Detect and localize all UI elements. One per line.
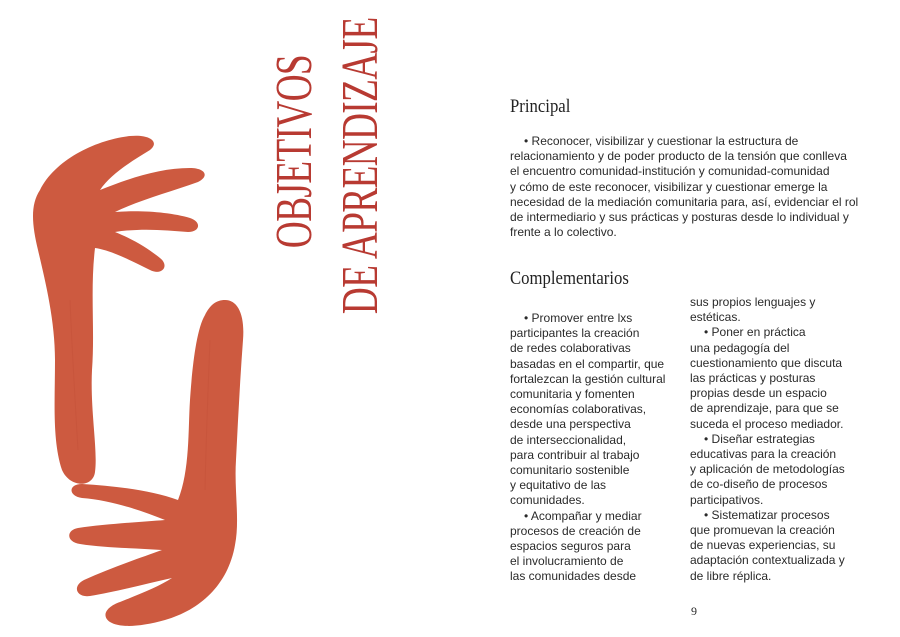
column-line: que promuevan la creación — [690, 523, 835, 538]
column-line: educativas para la creación — [690, 447, 837, 462]
complementarios-left-column — [510, 311, 675, 585]
column-line: • Diseñar estrategias — [704, 431, 815, 446]
column-line: comunitario sostenible — [510, 463, 630, 478]
column-line: de aprendizaje, para que se — [690, 401, 839, 416]
column-line: para contribuir al trabajo — [510, 447, 640, 462]
column-line: comunitaria y fomenten — [510, 387, 635, 402]
principal-line: el encuentro comunidad-institución y comunidad-comunidad — [510, 164, 830, 179]
column-line: y aplicación de metodologías — [690, 462, 845, 477]
column-line: estéticas. — [690, 310, 741, 325]
column-line: el involucramiento de — [510, 554, 624, 569]
column-line: las comunidades desde — [510, 569, 637, 584]
column-line: adaptación contextualizada y — [690, 553, 845, 568]
principal-line: de intermediario y sus prácticas y posturas desde lo individual y — [510, 210, 849, 225]
vertical-title — [262, 17, 402, 415]
principal-line: necesidad de la mediación comunitaria para, así, evidenciar el rol — [510, 194, 859, 209]
column-line: economías colaborativas, — [510, 402, 647, 417]
column-line: desde una perspectiva — [510, 417, 631, 432]
principal-line: relacionamiento y de poder producto de la tensión que conlleva — [510, 149, 847, 164]
complementarios-right-column — [690, 295, 850, 584]
column-line: una pedagogía del — [690, 340, 790, 355]
column-line: • Acompañar y mediar — [524, 508, 642, 523]
column-line: de redes colaborativas — [510, 341, 631, 356]
column-line: • Promover entre lxs — [524, 311, 633, 325]
title-line-2: DE APRENDIZAJE — [332, 17, 389, 315]
column-line: comunidades. — [510, 493, 585, 508]
column-line: de libre réplica. — [690, 568, 772, 583]
complementarios-heading: Complementarios — [510, 268, 629, 289]
column-line: participantes la creación — [510, 326, 640, 341]
upper-hand-shape — [33, 136, 205, 484]
principal-line: • Reconocer, visibilizar y cuestionar la estructura de — [524, 134, 799, 148]
column-line: fortalezcan la gestión cultural — [510, 371, 666, 386]
principal-heading: Principal — [510, 96, 571, 117]
column-line: cuestionamiento que discuta — [690, 355, 843, 370]
column-line: propias desde un espacio — [690, 386, 827, 401]
title-line-1: OBJETIVOS — [266, 55, 323, 249]
column-line: participativos. — [690, 492, 764, 507]
hands-illustration — [0, 0, 260, 637]
column-line: de interseccionalidad, — [510, 432, 627, 447]
column-line: suceda el proceso mediador. — [690, 416, 844, 431]
principal-line: y cómo de este reconocer, visibilizar y cuestionar emerge la — [510, 179, 828, 194]
column-line: procesos de creación de — [510, 523, 641, 538]
page-number: 9 — [691, 604, 697, 618]
column-line: espacios seguros para — [510, 539, 631, 554]
column-line: • Poner en práctica — [704, 325, 806, 340]
column-line: sus propios lenguajes y — [690, 295, 816, 309]
column-line: • Sistematizar procesos — [704, 507, 830, 522]
column-line: basadas en el compartir, que — [510, 356, 665, 371]
column-line: de nuevas experiencias, su — [690, 538, 836, 553]
principal-text — [510, 134, 859, 240]
column-line: las prácticas y posturas — [690, 371, 816, 386]
column-line: de co-diseño de procesos — [690, 477, 828, 492]
column-line: y equitativo de las — [510, 478, 607, 493]
principal-line: frente a lo colectivo. — [510, 225, 617, 240]
